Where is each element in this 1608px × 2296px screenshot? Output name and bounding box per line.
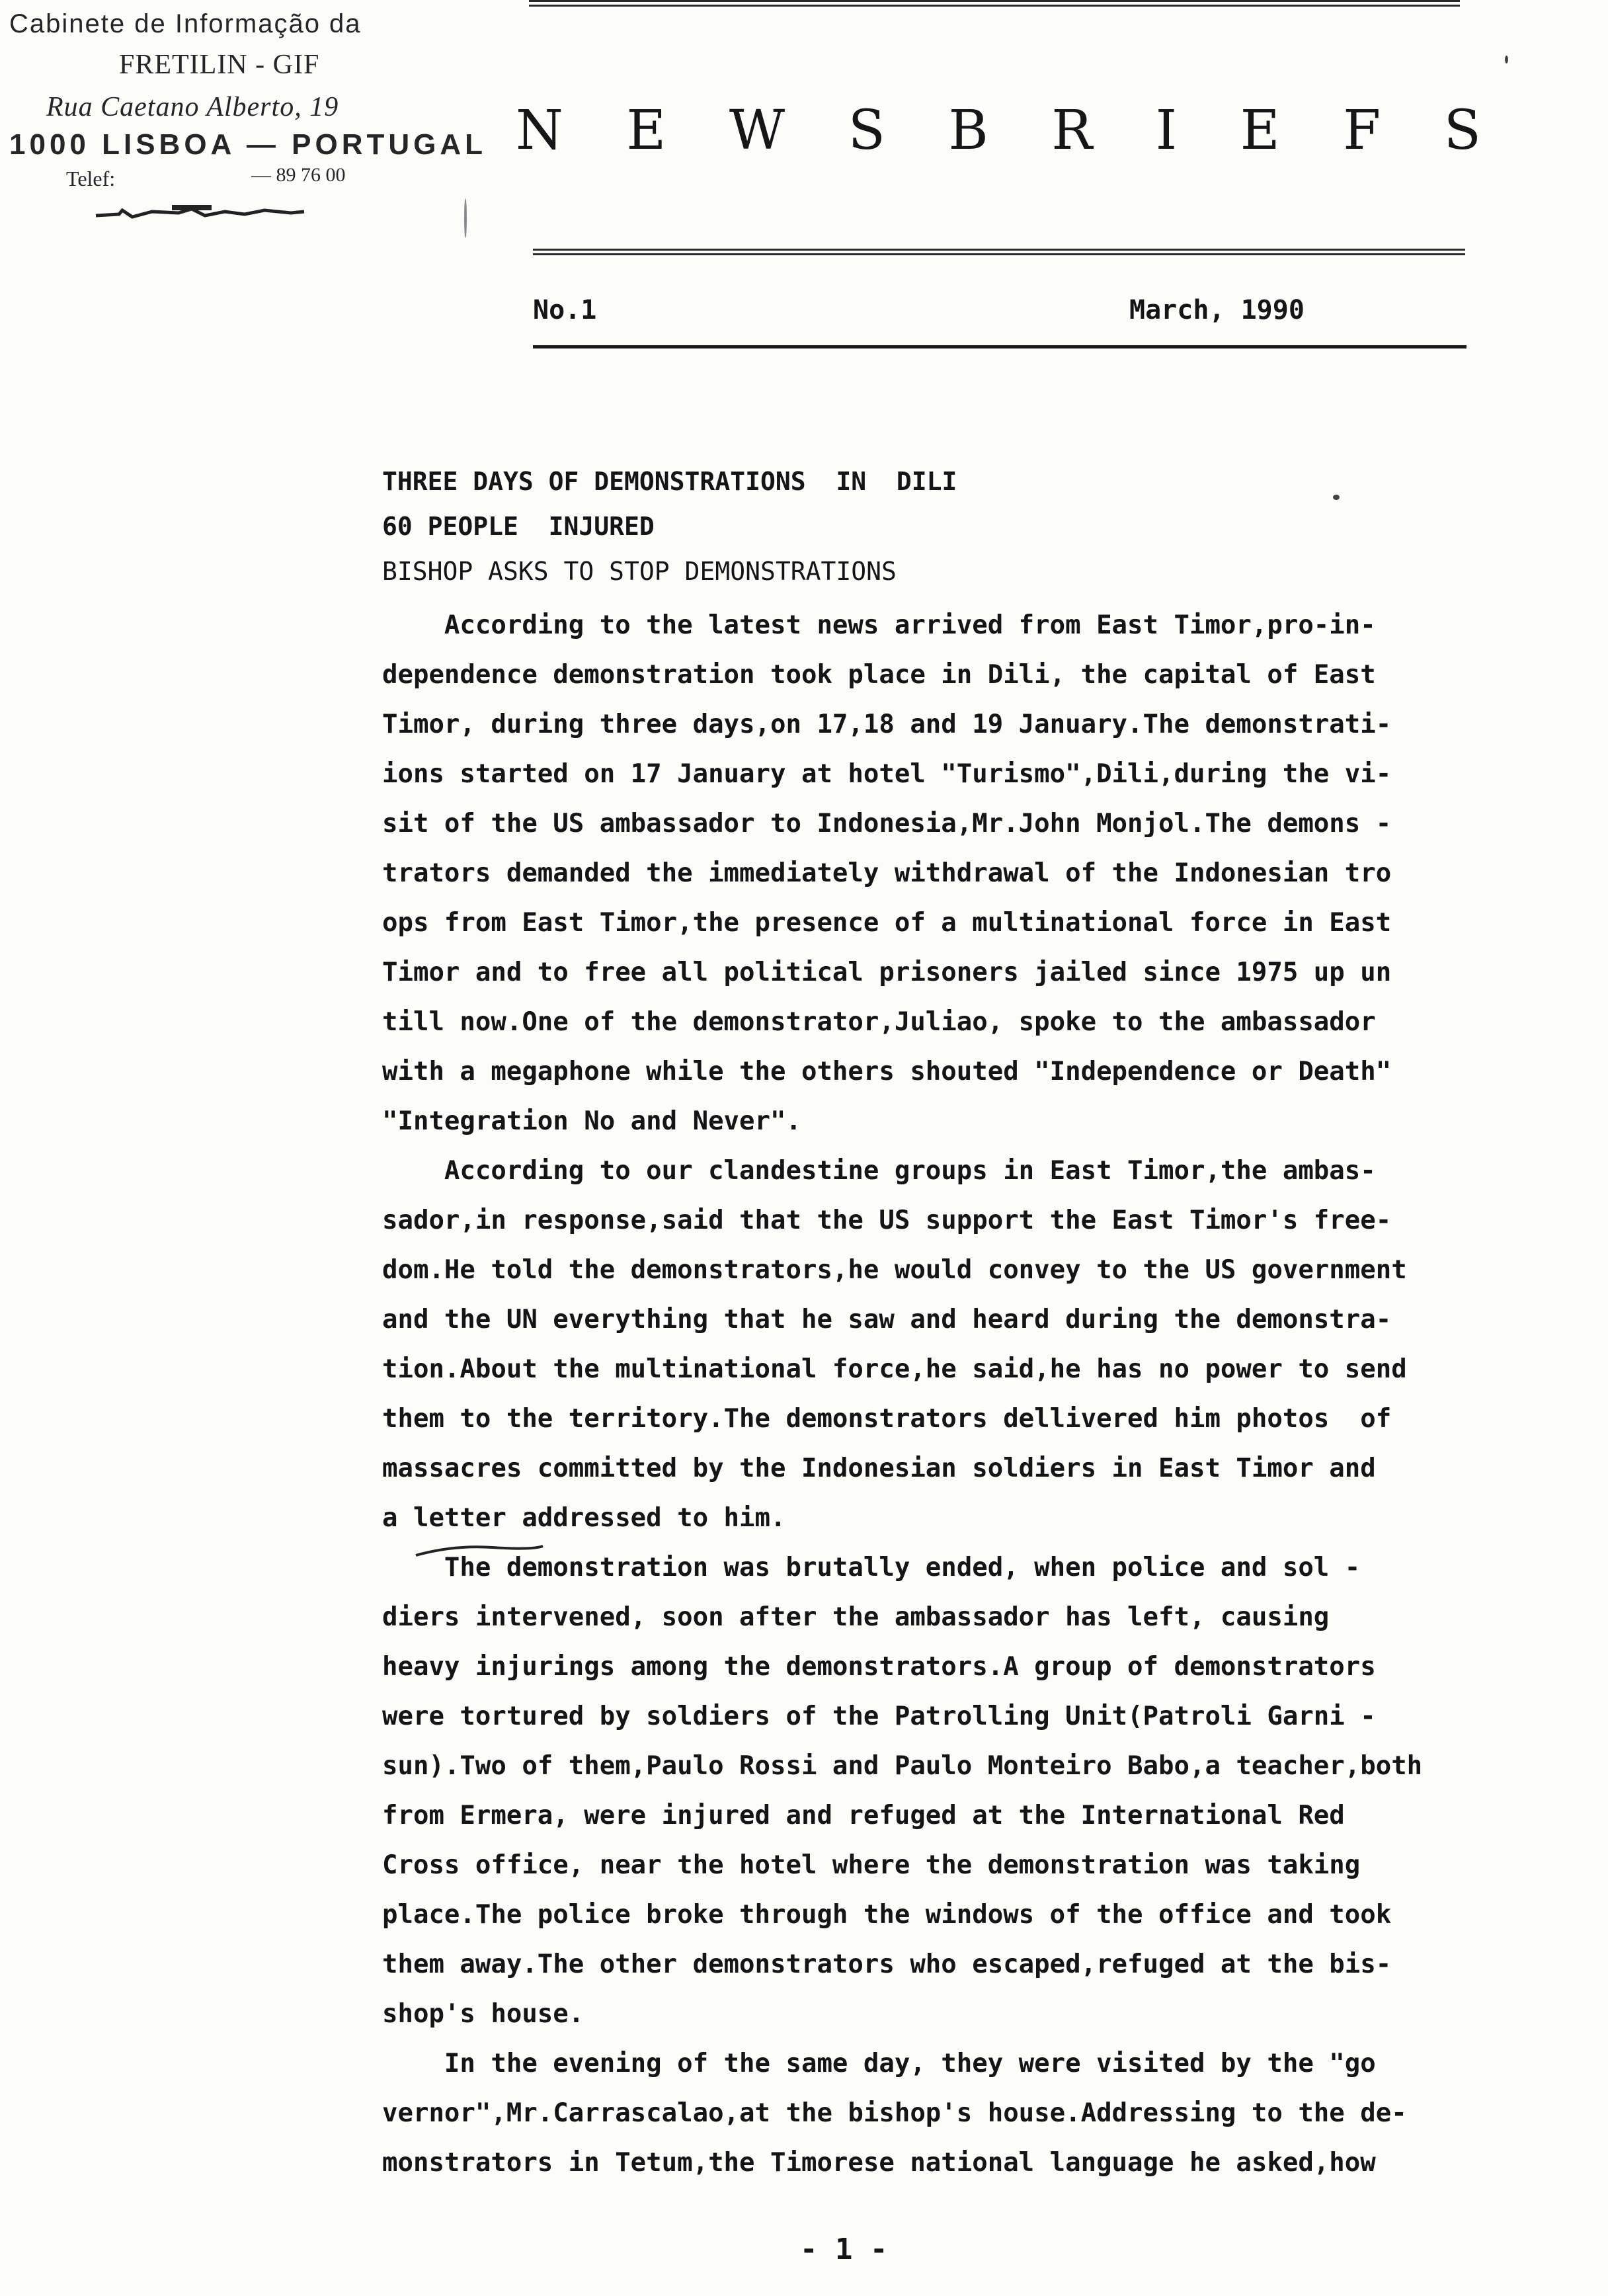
stamp-line-office: Cabinete de Informação da — [9, 9, 362, 38]
stamp-scribble — [93, 202, 311, 222]
body-line: tion.About the multinational force,he said,he has no power to send — [382, 1354, 1407, 1384]
masthead-letter: W — [729, 99, 785, 162]
body-line: them away.The other demonstrators who escaped,refuged at the bis- — [382, 1949, 1392, 1979]
stamp-line-city: 1000 LISBOA — PORTUGAL — [9, 128, 487, 161]
issue-number: No.1 — [533, 295, 597, 325]
body-line: diers intervened, soon after the ambassador has left, causing — [382, 1602, 1330, 1632]
speck — [464, 198, 467, 238]
header-top-rule — [529, 0, 1460, 7]
stamp-line-organization: FRETILIN - GIF — [119, 50, 320, 80]
speck — [1333, 495, 1340, 500]
masthead-title — [516, 99, 1481, 162]
body-line: sador,in response,said that the US support the East Timor's free- — [382, 1206, 1392, 1235]
masthead-letter: F — [1343, 99, 1381, 162]
body-line: and the UN everything that he saw and heard during the demonstra- — [382, 1305, 1392, 1334]
body-line: from Ermera, were injured and refuged at the International Red — [382, 1801, 1345, 1830]
body-line: trators demanded the immediately withdrawal of the Indonesian tro — [382, 858, 1392, 888]
body-line: dom.He told the demonstrators,he would convey to the US government — [382, 1255, 1407, 1285]
body-line: shop's house. — [382, 1999, 584, 2029]
body-line: sit of the US ambassador to Indonesia,Mr.John Monjol.The demons - — [382, 809, 1392, 839]
body-line: with a megaphone while the others shouted "Independence or Death" — [382, 1057, 1392, 1086]
body-line: place.The police broke through the windows of the office and took — [382, 1900, 1392, 1930]
body-line: ops from East Timor,the presence of a multinational force in East — [382, 908, 1392, 938]
header-middle-rule — [533, 249, 1465, 255]
body-line: monstrators in Tetum,the Timorese national language he asked,how — [382, 2148, 1376, 2178]
masthead-letter: N — [516, 99, 563, 162]
body-line: ions started on 17 January at hotel "Turismo",Dili,during the vi- — [382, 759, 1392, 789]
body-line: them to the territory.The demonstrators dellivered him photos of — [382, 1404, 1392, 1434]
masthead-letter: E — [1240, 99, 1280, 162]
body-line: "Integration No and Never". — [382, 1106, 801, 1136]
pen-mark — [413, 1542, 545, 1559]
body-line: till now.One of the demonstrator,Juliao, spoke to the ambassador — [382, 1007, 1376, 1037]
masthead-letter: B — [948, 99, 988, 162]
masthead-letter: S — [848, 99, 885, 162]
body-line: The demonstration was brutally ended, when police and sol - — [382, 1553, 1361, 1582]
masthead-letter: E — [626, 99, 666, 162]
body-line: According to our clandestine groups in East Timor,the ambas- — [382, 1156, 1376, 1186]
body-line: heavy injurings among the demonstrators.A group of demonstrators — [382, 1652, 1376, 1682]
body-line: In the evening of the same day, they were visited by the "go — [382, 2049, 1376, 2078]
body-line: massacres committed by the Indonesian soldiers in East Timor and — [382, 1454, 1376, 1483]
page-number: - 1 - — [800, 2233, 888, 2266]
headline-secondary: 60 PEOPLE INJURED — [382, 512, 655, 541]
body-line: vernor",Mr.Carrascalao,at the bishop's house.Addressing to the de- — [382, 2098, 1407, 2128]
body-line: According to the latest news arrived from East Timor,pro-in- — [382, 610, 1376, 640]
header-bottom-rule — [533, 345, 1467, 348]
article-body — [382, 600, 1506, 2188]
masthead-letter: S — [1443, 99, 1481, 162]
body-line: Timor, during three days,on 17,18 and 19 January.The demonstrati- — [382, 710, 1392, 739]
article — [382, 459, 1506, 2188]
stamp-line-phone-label: Telef: — [66, 167, 116, 190]
issue-date: March, 1990 — [1129, 295, 1305, 325]
body-line: Timor and to free all political prisoners jailed since 1975 up un — [382, 958, 1392, 987]
headline-tertiary: BISHOP ASKS TO STOP DEMONSTRATIONS — [382, 557, 897, 586]
body-line: were tortured by soldiers of the Patrolling Unit(Patroli Garni - — [382, 1702, 1376, 1731]
body-line: sun).Two of them,Paulo Rossi and Paulo Monteiro Babo,a teacher,both — [382, 1751, 1423, 1781]
masthead-letter: R — [1051, 99, 1093, 162]
body-line: dependence demonstration took place in Dili, the capital of East — [382, 660, 1376, 690]
speck — [1505, 56, 1508, 63]
masthead-letter: I — [1155, 99, 1178, 162]
body-line: Cross office, near the hotel where the demonstration was taking — [382, 1850, 1361, 1880]
stamp-line-phone-number: — 89 76 00 — [251, 164, 346, 186]
headline-primary: THREE DAYS OF DEMONSTRATIONS IN DILI — [382, 467, 957, 496]
body-line: a letter addressed to him. — [382, 1503, 786, 1533]
stamp-line-street: Rua Caetano Alberto, 19 — [46, 92, 339, 122]
